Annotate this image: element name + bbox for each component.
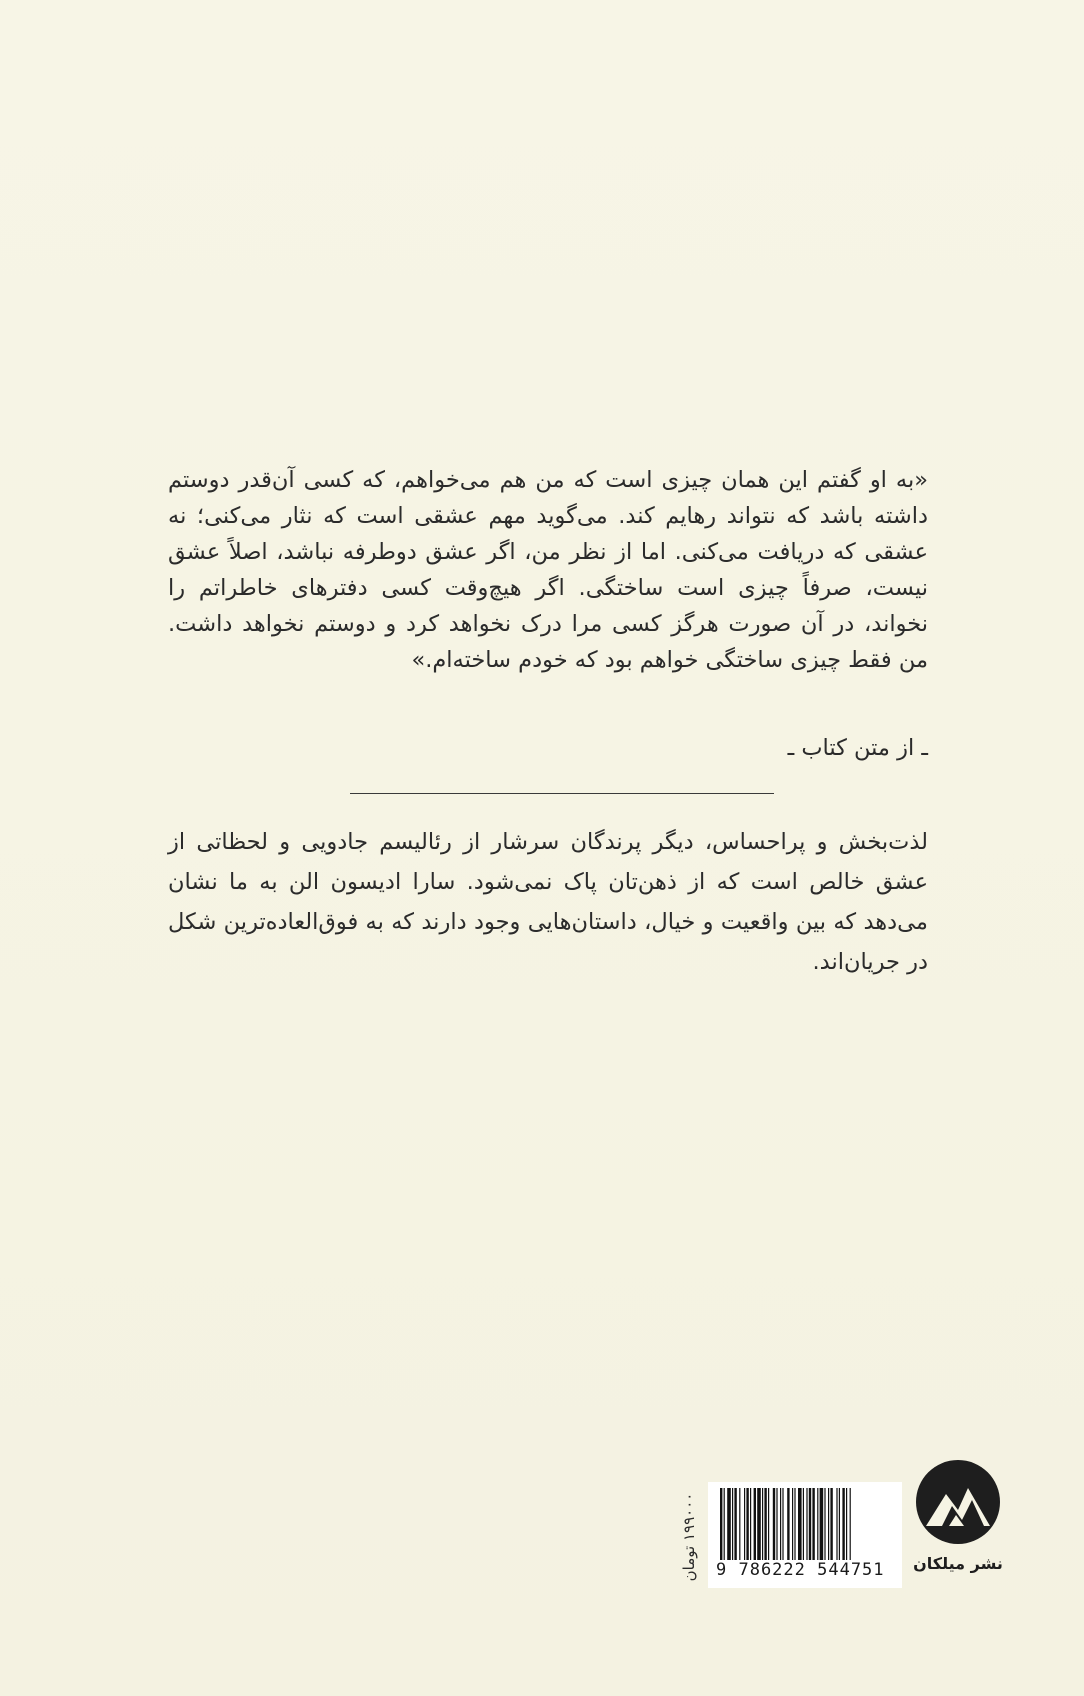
blurb-line: لذت‌بخش و پراحساس، دیگر پرندگان سرشار از رئالیسم جادویی و لحظاتی از <box>168 829 928 855</box>
quote-line: من فقط چیزی ساختگی خواهم بود که خودم ساخته‌ام.» <box>411 647 928 673</box>
barcode-bars <box>716 1488 894 1560</box>
price-label <box>676 1482 702 1592</box>
mountain-icon <box>916 1460 1000 1544</box>
blurb-line: در جریان‌اند. <box>812 949 928 975</box>
quote-line: عشقی که دریافت می‌کنی. اما از نظر من، اگر عشق دوطرفه نباشد، اصلاً عشق <box>168 539 928 565</box>
isbn-barcode <box>708 1482 902 1588</box>
isbn-number: 9 786222 544751 <box>716 1560 885 1580</box>
publisher-name: نشر میلکان <box>913 1554 1003 1573</box>
quote-line: نیست، صرفاً چیزی است ساختگی. اگر هیچ‌وقت کسی دفترهای خاطراتم را <box>168 575 928 601</box>
blurb-line: عشق خالص است که از ذهن‌تان پاک نمی‌شود. سارا ادیسون الن به ما نشان <box>168 869 928 895</box>
publisher-logo <box>912 1460 1004 1596</box>
blurb-line: می‌دهد که بین واقعیت و خیال، داستان‌هایی وجود دارند که به فوق‌العاده‌ترین شکل <box>168 909 928 935</box>
price-text: ۱۹۹۰۰۰ تومان <box>680 1492 698 1582</box>
quote-line: «به او گفتم این همان چیزی است که من هم می‌خواهم، که کسی آن‌قدر دوستم <box>168 467 928 493</box>
section-divider <box>350 793 774 794</box>
quote-attribution: ـ از متن کتاب ـ <box>787 735 928 761</box>
quote-line: داشته باشد که نتواند رهایم کند. می‌گوید مهم عشقی است که نثار می‌کنی؛ نه <box>168 503 928 529</box>
quote-line: نخواند، در آن صورت هرگز کسی مرا درک نخواهد کرد و دوستم نخواهد داشت. <box>168 611 928 637</box>
book-blurb <box>168 822 928 982</box>
book-quote <box>168 462 928 678</box>
